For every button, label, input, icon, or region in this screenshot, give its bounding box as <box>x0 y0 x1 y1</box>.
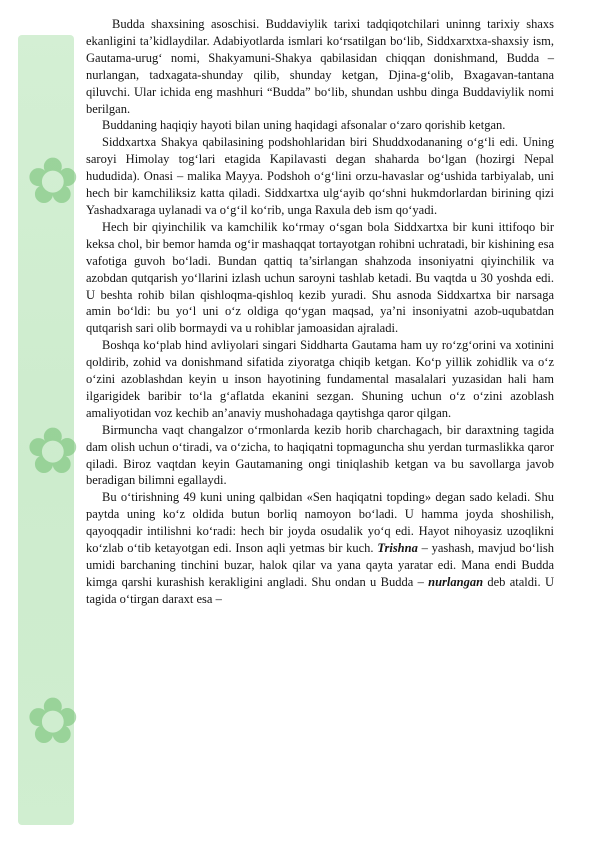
watermark-mark: ✿ <box>26 415 80 489</box>
paragraph-text: Buddaning haqiqiy hayoti bilan uning haqidagi afsonalar o‘zaro qorishib ketgan. <box>102 118 506 133</box>
term-nurlangan: nurlangan <box>428 574 484 589</box>
watermark-mark: ✿ <box>26 145 80 219</box>
paragraph <box>86 489 554 607</box>
paragraph <box>86 117 554 134</box>
paragraph-text: Boshqa ko‘plab hind avliyolari singari Siddharta Gautama ham uy ro‘zg‘orini va xotinini qoldirib, zohid va donishmand sifatida ziyoratga chiqib ketgan. Ko‘p yillik zohidlik va o‘z o‘zini azoblashdan keyin u inson hayotining fundamental masalalari yuzasidan hali ham ilgarigidek baribir to‘la g‘aflatda ekanini sezgan. Shuning uchun o‘z o‘zini azoblash amaliyotidan voz kechib an’anaviy mushohadaga qaytishga qaror qilgan. <box>86 338 554 420</box>
paragraph-text: Siddxartxa Shakya qabilasining podshohlaridan biri Shuddxodananing o‘g‘li edi. Uning saroyi Himolay tog‘lari etagida Kapilavasti degan shaharda bo‘lgan (hozirgi Nepal hududida). Onasi – malika Mayya. Podshoh o‘g‘lini orzu-havaslar og‘ushida tarbiyalab, uni hech bir kamchiliksiz katta qiladi. Siddxartxa ulg‘ayib qo‘shni hukmdorlardan birining qizi Yashadxaraga uylanadi va o‘g‘il ko‘rib, unga Raxula deb ism qo‘yadi. <box>86 135 554 217</box>
paragraph-text: – yashash, mavjud bo‘lish umidi barchaning tinchini buzar, halok qilar va yana qayta yaratar edi. Mana endi Budda kimga qarshi kurashish kerakligini angladi. Shu ondan u Budda – <box>86 541 555 589</box>
paragraph-text: Hech bir qiyinchilik va kamchilik ko‘rmay o‘sgan bola Siddxartxa bir kuni ittifoqo bir keksa chol, bir bemor hamda og‘ir mashaqqat tortayotgan rohibni uchratadi, bir kishining esa vafotiga guvoh bo‘ladi. Bundan qattiq ta’sirlangan shahzoda insoniyatni qiyinchilik va azobdan qutqarish yo‘llarini izlash uchun saroyni tashlab ketadi. Bu vaqtda u 30 yoshda edi. U beshta rohib bilan qishloqma-qishloq kezib yuradi. Shu asnoda Siddxartxa bir narsaga amin bo‘ldi: bu yo‘l uni o‘z oldiga qo‘ygan maqsad, ya’ni insoniyatni azob-uqubatdan qutqarish sari olib bormaydi va u rohiblar jamoasidan ajraladi. <box>86 219 554 336</box>
paragraph <box>86 134 554 219</box>
paragraph <box>86 422 554 490</box>
paragraph-text: Birmuncha vaqt changalzor o‘rmonlarda kezib horib charchagach, bir daraxtning tagida dam olish uchun o‘tiradi, va o‘zicha, to haqiqatni topmaguncha shu yerdan turmaslikka qaror qiladi. Biroz vaqtdan keyin Gautamaning ongi tiniqlashib ketgan va bu savollarga javob beradigan bilimni egallaydi. <box>86 422 554 488</box>
term-trishna: Trishna <box>377 541 418 556</box>
document-body <box>86 16 554 608</box>
watermark-mark: ✿ <box>26 685 80 759</box>
paragraph <box>86 337 554 422</box>
paragraph-text: deb ataldi. U tagida o‘tirgan daraxt esa – <box>86 574 554 606</box>
paragraph <box>86 16 554 117</box>
paragraph <box>86 219 554 337</box>
paragraph-text: Bu o‘tirishning 49 kuni uning qalbidan «Sen haqiqatni topding» degan sado keladi. Shu paytda uning ko‘z oldida butun borliq namoyon bo‘ladi. U hamma joyda shoshilish, qayoqqadir intilishni ko‘radi: hech bir joyda osudalik yo‘q edi. Hayot nihoyasiz uzoqlikni ko‘zlab o‘tib ketayotgan edi. Inson aqli yetmas bir kuch. <box>86 490 554 556</box>
paragraph-text: Budda shaxsining asoschisi. Buddaviylik tarixi tadqiqotchilari uninng tarixiy shaxs ekanligini ta’kidlaydilar. Adabiyotlarda ismlari ko‘rsatilgan bo‘lib, Siddxarxtxa-shaxsiy ism, Gautama-urug‘ nomi, Shakyamuni-Shakya qabilasidan chiqqan donishmand, Budda –nurlangan, tadxagata-shunday qilib, shunday ketgan, Djina-g‘olib, Bxagavan-tantana qiluvchi. Ular ichida eng mashhuri “Budda” bo‘lib, shundan ushbu dinga Buddaviylik nomi berilgan. <box>86 17 554 116</box>
